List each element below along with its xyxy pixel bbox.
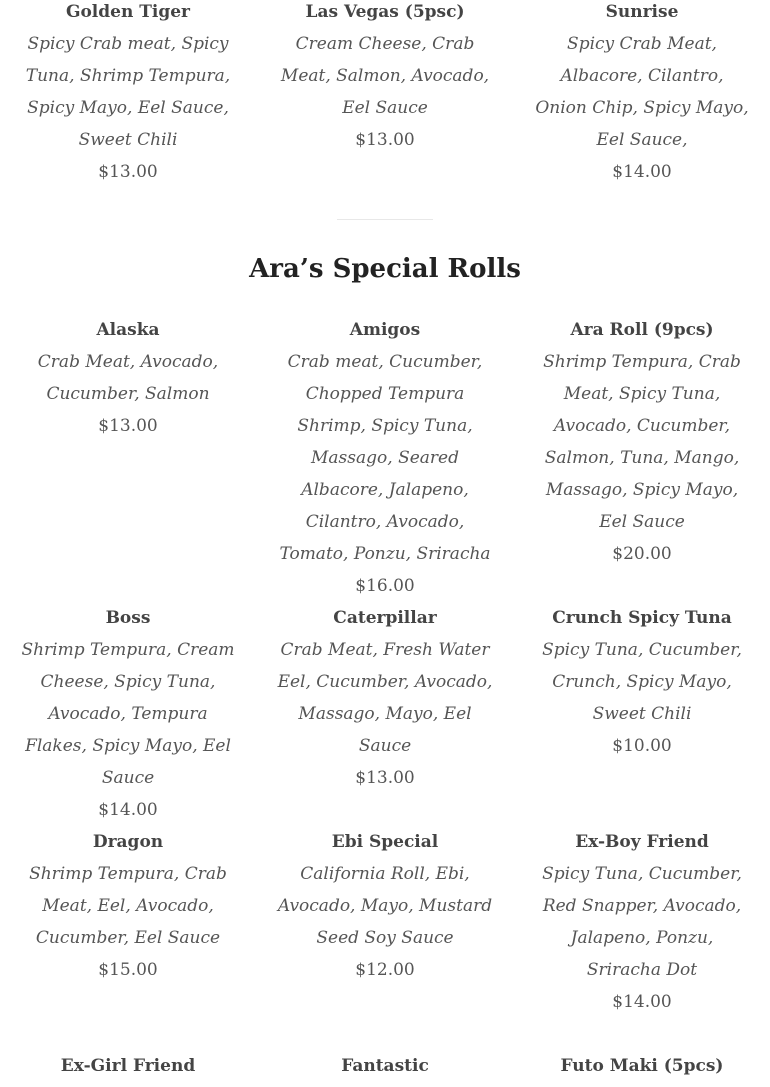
menu-item-caterpillar <box>256 602 514 826</box>
item-name: Ebi Special <box>331 832 439 852</box>
menu-row <box>0 1050 770 1082</box>
item-name: Dragon <box>92 832 164 852</box>
item-price: $10.00 <box>612 736 672 756</box>
item-name: Fantastic <box>341 1056 429 1076</box>
item-name: Las Vegas (5psc) <box>305 2 465 22</box>
item-description: Spicy Crab Meat, Albacore, Cilantro, Onion Chip, Spicy Mayo, Eel Sauce, <box>535 34 749 150</box>
item-description: Crab meat, Cucumber, Chopped Tempura Shrimp, Spicy Tuna, Massago, Seared Albacore, Jalapeno, Cilantro, Avocado, Tomato, Ponzu, Sriracha <box>279 352 491 564</box>
item-description: Shrimp Tempura, Cream Cheese, Spicy Tuna, Avocado, Tempura Flakes, Spicy Mayo, Eel Sauce <box>21 640 235 788</box>
section-divider <box>337 219 433 220</box>
menu-item-ara-roll <box>514 314 770 602</box>
item-name: Ex-Boy Friend <box>575 832 709 852</box>
item-description: California Roll, Ebi, Avocado, Mayo, Mustard Seed Soy Sauce <box>277 864 493 948</box>
menu-item-las-vegas <box>256 0 514 188</box>
item-name: Sunrise <box>605 2 679 22</box>
menu-item-amigos <box>256 314 514 602</box>
item-name: Futo Maki (5pcs) <box>560 1056 724 1076</box>
item-description: Crab Meat, Fresh Water Eel, Cucumber, Avocado, Massago, Mayo, Eel Sauce <box>277 640 493 756</box>
menu-item-golden-tiger <box>0 0 256 188</box>
item-price: $13.00 <box>98 416 158 436</box>
item-name: Amigos <box>349 320 421 340</box>
menu-row <box>0 602 770 826</box>
item-price: $14.00 <box>612 162 672 182</box>
menu-item-ebi-special <box>256 826 514 1018</box>
item-price: $13.00 <box>98 162 158 182</box>
menu-item-ex-girl-friend <box>0 1050 256 1082</box>
item-name: Caterpillar <box>333 608 437 628</box>
item-price: $15.00 <box>98 960 158 980</box>
item-price: $14.00 <box>612 992 672 1012</box>
item-name: Crunch Spicy Tuna <box>552 608 732 628</box>
item-name: Ex-Girl Friend <box>60 1056 196 1076</box>
section-title: Ara’s Special Rolls <box>249 254 521 284</box>
menu-row <box>0 314 770 602</box>
item-name: Ara Roll (9pcs) <box>570 320 714 340</box>
menu-item-crunch-spicy-tuna <box>514 602 770 826</box>
menu-row <box>0 0 770 188</box>
item-price: $14.00 <box>98 800 158 820</box>
menu-item-boss <box>0 602 256 826</box>
menu-row <box>0 826 770 1018</box>
item-price: $13.00 <box>355 130 415 150</box>
item-price: $13.00 <box>355 768 415 788</box>
item-description: Crab Meat, Avocado, Cucumber, Salmon <box>37 352 219 404</box>
item-description: Spicy Crab meat, Spicy Tuna, Shrimp Tempura, Spicy Mayo, Eel Sauce, Sweet Chili <box>25 34 231 150</box>
item-description: Cream Cheese, Crab Meat, Salmon, Avocado, Eel Sauce <box>280 34 490 118</box>
menu-item-sunrise <box>514 0 770 188</box>
menu-item-fantastic <box>256 1050 514 1082</box>
menu-item-ex-boy-friend <box>514 826 770 1018</box>
item-name: Alaska <box>96 320 160 340</box>
menu-item-alaska <box>0 314 256 602</box>
item-name: Boss <box>105 608 151 628</box>
item-price: $12.00 <box>355 960 415 980</box>
item-name: Golden Tiger <box>65 2 191 22</box>
menu-item-dragon <box>0 826 256 1018</box>
item-price: $16.00 <box>355 576 415 596</box>
item-description: Spicy Tuna, Cucumber, Red Snapper, Avocado, Jalapeno, Ponzu, Sriracha Dot <box>542 864 742 980</box>
item-description: Shrimp Tempura, Crab Meat, Eel, Avocado, Cucumber, Eel Sauce <box>29 864 227 948</box>
item-price: $20.00 <box>612 544 672 564</box>
item-description: Spicy Tuna, Cucumber, Crunch, Spicy Mayo, Sweet Chili <box>542 640 742 724</box>
menu-item-futo-maki <box>514 1050 770 1082</box>
item-description: Shrimp Tempura, Crab Meat, Spicy Tuna, Avocado, Cucumber, Salmon, Tuna, Mango, Massago, Spicy Mayo, Eel Sauce <box>543 352 741 532</box>
